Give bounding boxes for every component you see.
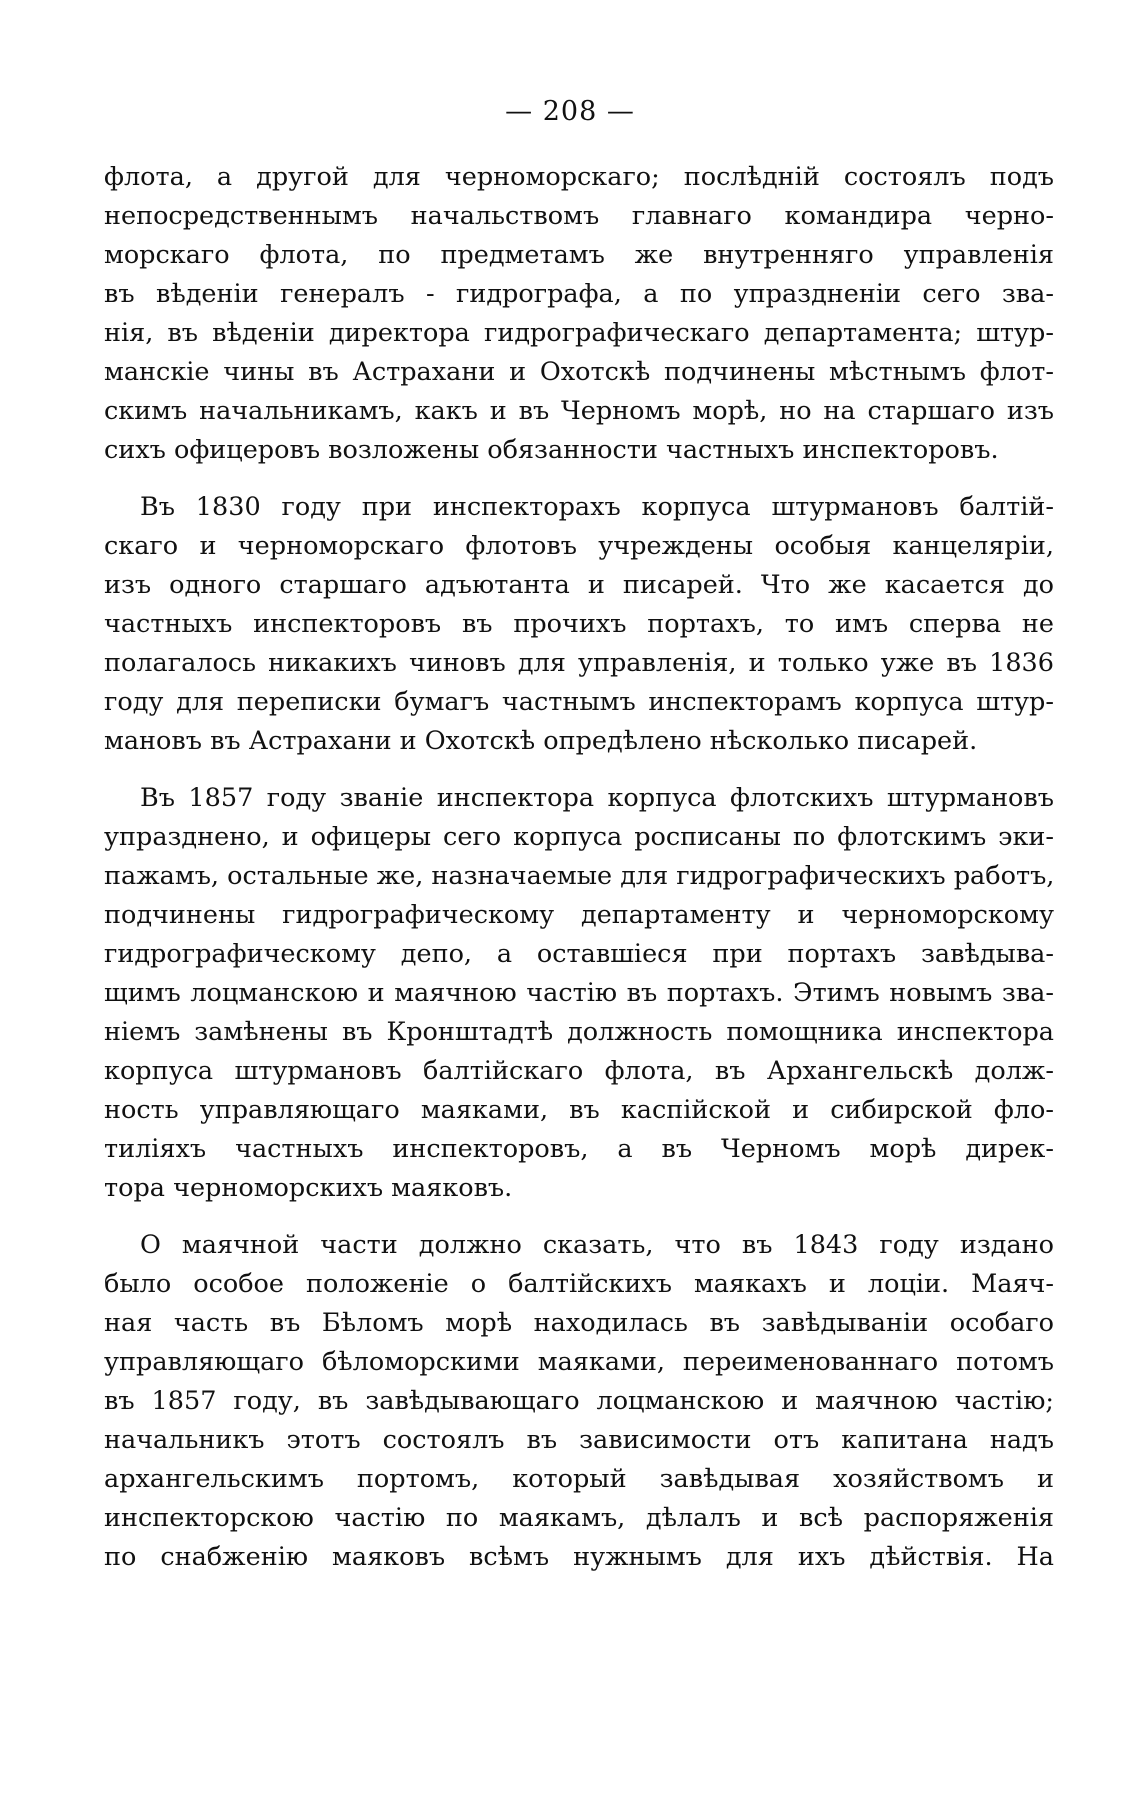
text-line: подчинены гидрографическому департаменту и черноморскому	[104, 900, 1054, 930]
text-line: сихъ офицеровъ возложены обязанности частныхъ инспекторовъ.	[104, 435, 999, 465]
text-line: ніемъ замѣнены въ Кронштадтѣ должность помощника инспектора	[104, 1017, 1054, 1047]
text-line: гидрографическому депо, а оставшіеся при портахъ завѣдыва-	[104, 939, 1054, 969]
text-line: въ вѣденіи генералъ - гидрографа, а по упраздненіи сего зва-	[104, 279, 1054, 309]
text-line: Въ 1857 году званіе инспектора корпуса флотскихъ штурмановъ	[140, 783, 1054, 813]
text-line: въ 1857 году, въ завѣдывающаго лоцманскою и маячною частію;	[104, 1386, 1054, 1416]
text-line: было особое положеніе о балтійскихъ маякахъ и лоціи. Маяч-	[104, 1269, 1054, 1299]
text-line: О маячной части должно сказать, что въ 1843 году издано	[140, 1230, 1054, 1260]
text-line: начальникъ этотъ состоялъ въ зависимости отъ капитана надъ	[104, 1425, 1054, 1455]
text-line: непосредственнымъ начальствомъ главнаго командира черно-	[104, 201, 1054, 231]
text-line: полагалось никакихъ чиновъ для управленія, и только уже въ 1836	[104, 648, 1054, 678]
text-line: корпуса штурмановъ балтійскаго флота, въ Архангельскѣ долж-	[104, 1056, 1054, 1086]
text-line: пажамъ, остальные же, назначаемые для гидрографическихъ работъ,	[104, 861, 1055, 891]
text-line: флота, а другой для черноморскаго; послѣдній состоялъ подъ	[104, 162, 1054, 192]
paragraph-3	[104, 779, 1054, 1208]
text-line: архангельскимъ портомъ, который завѣдывая хозяйствомъ и	[104, 1464, 1054, 1494]
text-line: изъ одного старшаго адъютанта и писарей. Что же касается до	[104, 570, 1054, 600]
page-number: — 208 —	[505, 96, 635, 127]
text-line: скаго и черноморскаго флотовъ учреждены особыя канцеляріи,	[104, 531, 1054, 561]
text-line: ность управляющаго маяками, въ каспійской и сибирской фло-	[104, 1095, 1054, 1125]
text-line: тиліяхъ частныхъ инспекторовъ, а въ Черномъ морѣ дирек-	[104, 1134, 1054, 1164]
text-line: скимъ начальникамъ, какъ и въ Черномъ морѣ, но на старшаго изъ	[104, 396, 1054, 426]
text-line: инспекторскою частію по маякамъ, дѣлалъ и всѣ распоряженія	[104, 1503, 1054, 1533]
text-line: частныхъ инспекторовъ въ прочихъ портахъ, то имъ сперва не	[104, 609, 1054, 639]
text-line: Въ 1830 году при инспекторахъ корпуса штурмановъ балтій-	[140, 492, 1054, 522]
text-line: упразднено, и офицеры сего корпуса росписаны по флотскимъ эки-	[104, 822, 1054, 852]
text-line: манскіе чины въ Астрахани и Охотскѣ подчинены мѣстнымъ флот-	[104, 357, 1054, 387]
text-line: по снабженію маяковъ всѣмъ нужнымъ для ихъ дѣйствія. На	[104, 1542, 1054, 1572]
text-line: году для переписки бумагъ частнымъ инспекторамъ корпуса штур-	[104, 687, 1054, 717]
paragraph-1	[104, 158, 1054, 470]
text-line: мановъ въ Астрахани и Охотскѣ опредѣлено нѣсколько писарей.	[104, 726, 978, 756]
text-line: нія, въ вѣденіи директора гидрографическаго департамента; штур-	[104, 318, 1054, 348]
paragraph-4	[104, 1226, 1054, 1577]
text-line: управляющаго бѣломорскими маяками, переименованнаго потомъ	[104, 1347, 1054, 1377]
text-line: тора черноморскихъ маяковъ.	[104, 1173, 513, 1203]
text-line: морскаго флота, по предметамъ же внутренняго управленія	[104, 240, 1054, 270]
body-text	[104, 158, 1054, 1595]
text-line: щимъ лоцманскою и маячною частію въ портахъ. Этимъ новымъ зва-	[104, 978, 1054, 1008]
text-line: ная часть въ Бѣломъ морѣ находилась въ завѣдываніи особаго	[104, 1308, 1054, 1338]
paragraph-2	[104, 488, 1054, 761]
